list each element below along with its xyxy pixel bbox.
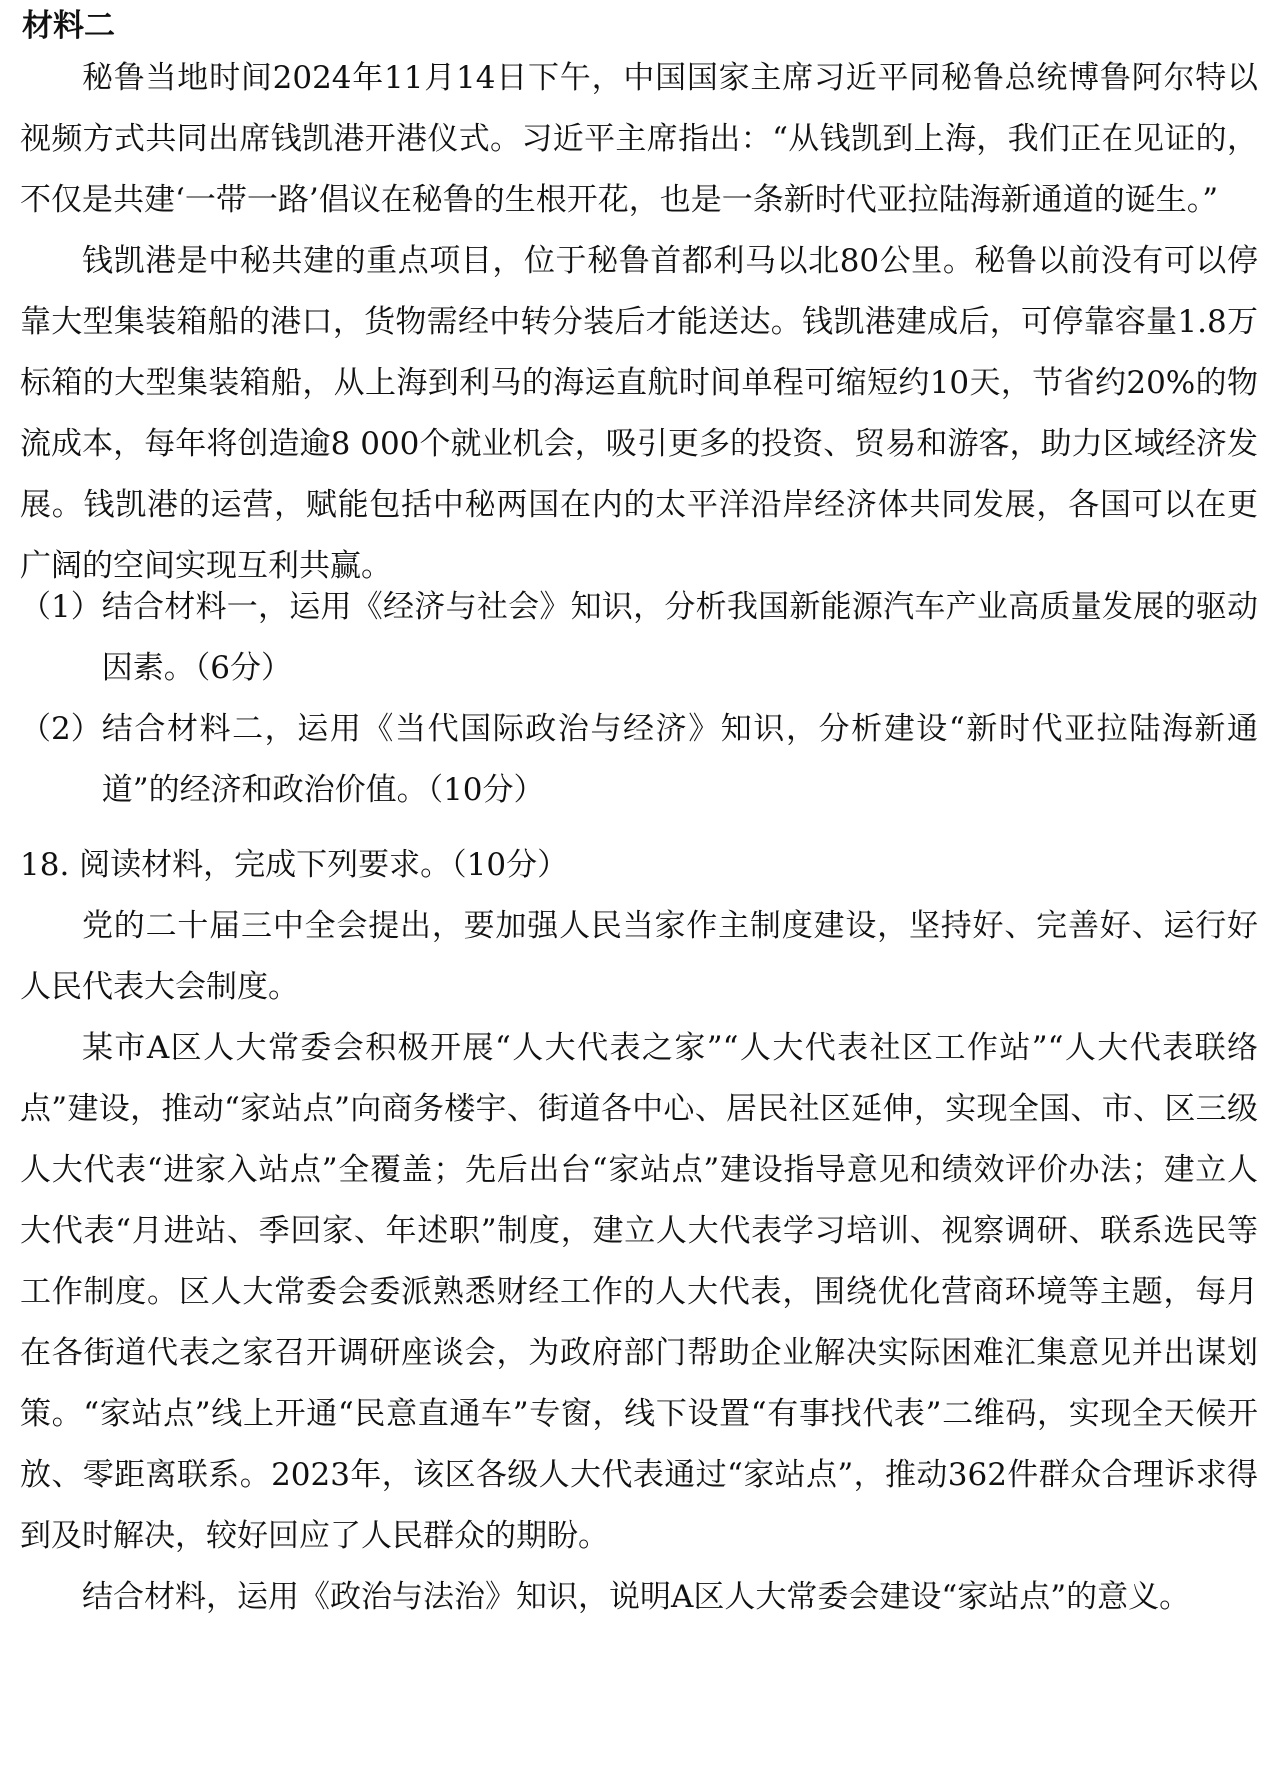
- question-number: （2）: [20, 711, 102, 747]
- material-2-paragraph-1: 秘鲁当地时间2024年11月14日下午，中国国家主席习近平同秘鲁总统博鲁阿尔特以视频方式共同出席钱凯港开港仪式。习近平主席指出：“从钱凯到上海，我们正在见证的，不仅是共建‘一带一路’倡议在秘鲁的生根开花，也是一条新时代亚拉陆海新通道的诞生。”: [20, 60, 1258, 218]
- material-2-paragraph-2: 钱凯港是中秘共建的重点项目，位于秘鲁首都利马以北80公里。秘鲁以前没有可以停靠大型集装箱船的港口，货物需经中转分装后才能送达。钱凯港建成后，可停靠容量1.8万标箱的大型集装箱船，从上海到利马的海运直航时间单程可缩短约10天，节省约20%的物流成本，每年将创造逾8 000个就业机会，吸引更多的投资、贸易和游客，助力区域经济发展。钱凯港的运营，赋能包括中秘两国在内的太平洋沿岸经济体共同发展，各国可以在更广阔的空间实现互利共赢。: [20, 243, 1258, 584]
- question-item-2: [20, 699, 1258, 821]
- question-18-paragraph-2: 某市A区人大常委会积极开展“人大代表之家”“人大代表社区工作站”“人大代表联络点”建设，推动“家站点”向商务楼宇、街道各中心、居民社区延伸，实现全国、市、区三级人大代表“进家入站点”全覆盖；先后出台“家站点”建设指导意见和绩效评价办法；建立人大代表“月进站、季回家、年述职”制度，建立人大代表学习培训、视察调研、联系选民等工作制度。区人大常委会委派熟悉财经工作的人大代表，围绕优化营商环境等主题，每月在各街道代表之家召开调研座谈会，为政府部门帮助企业解决实际困难汇集意见并出谋划策。“家站点”线上开通“民意直通车”专窗，线下设置“有事找代表”二维码，实现全天候开放、零距离联系。2023年，该区各级人大代表通过“家站点”，推动362件群众合理诉求得到及时解决，较好回应了人民群众的期盼。: [20, 1030, 1258, 1554]
- question-text: 结合材料一，运用《经济与社会》知识，分析我国新能源汽车产业高质量发展的驱动因素。（6分）: [101, 589, 1258, 686]
- material-2-heading: 材料二: [22, 8, 115, 44]
- question-18: [20, 835, 1258, 1628]
- material-2-body: [20, 48, 1258, 597]
- question-18-title: 18. 阅读材料，完成下列要求。（10分）: [20, 847, 569, 883]
- question-18-paragraph-1: 党的二十届三中全会提出，要加强人民当家作主制度建设，坚持好、完善好、运行好人民代表大会制度。: [20, 908, 1258, 1005]
- question-text: 结合材料二，运用《当代国际政治与经济》知识，分析建设“新时代亚拉陆海新通道”的经济和政治价值。（10分）: [101, 711, 1258, 808]
- question-item-1: [20, 577, 1258, 699]
- question-number: （1）: [20, 589, 102, 625]
- question-18-paragraph-3: 结合材料，运用《政治与法治》知识，说明A区人大常委会建设“家站点”的意义。: [82, 1579, 1191, 1615]
- question-list: [20, 577, 1258, 821]
